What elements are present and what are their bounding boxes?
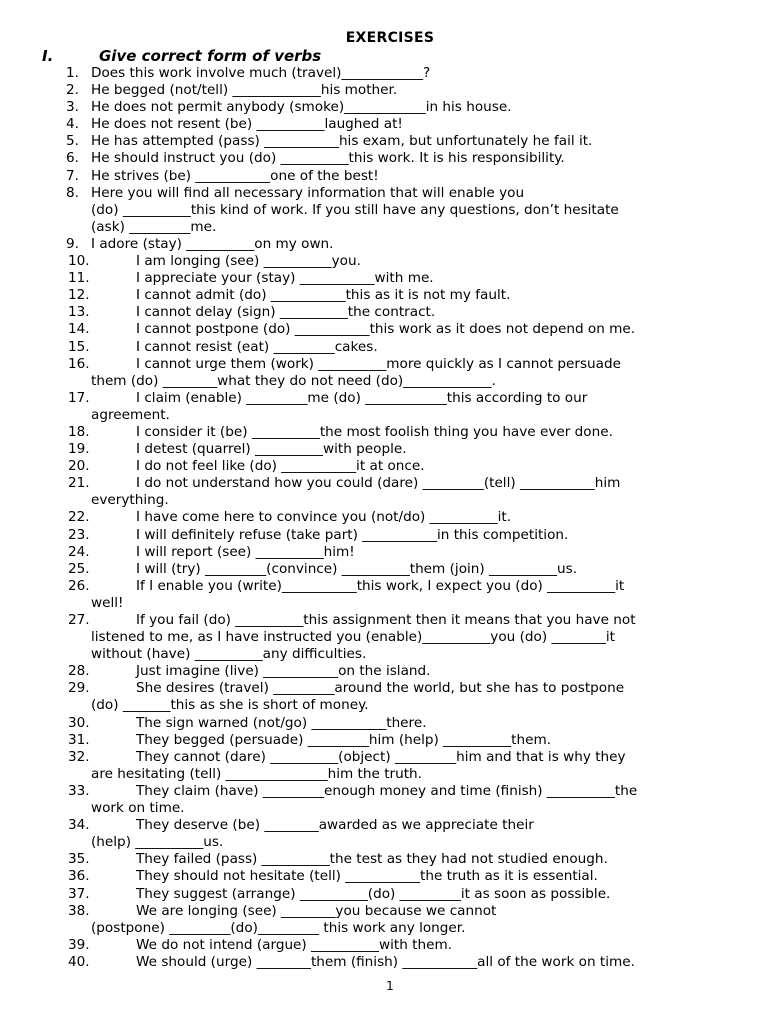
- exercise-text: Just imagine (live) ___________on the island.: [136, 663, 431, 680]
- exercise-text: We should (urge) ________them (finish) ___________all of the work on time.: [136, 953, 635, 970]
- section-number: I.: [42, 47, 54, 65]
- exercise-text-continued: listened to me, as I have instructed you (enable)__________you (do) ________it: [91, 629, 615, 646]
- exercise-text: We are longing (see) ________you because we cannot: [136, 902, 497, 919]
- exercise-text: They begged (persuade) _________him (help) __________them.: [136, 731, 552, 748]
- exercise-item: [0, 458, 637, 475]
- exercise-number: 31.: [68, 731, 90, 748]
- exercise-text: He strives (be) ___________one of the best!: [91, 167, 379, 184]
- exercise-item: [0, 287, 637, 304]
- exercise-number: 33.: [68, 782, 90, 799]
- exercise-item: [0, 441, 637, 458]
- exercise-item: [0, 783, 637, 817]
- exercise-number: 38.: [68, 902, 90, 919]
- exercise-item: [0, 390, 637, 424]
- exercise-item: [0, 65, 637, 82]
- exercise-number: 9.: [66, 235, 79, 252]
- exercise-text: They claim (have) _________enough money and time (finish) __________the: [136, 782, 638, 799]
- exercise-number: 32.: [68, 748, 90, 765]
- exercise-text-continued: (help) __________us.: [91, 834, 224, 851]
- exercise-number: 5.: [66, 133, 79, 150]
- exercise-item: [0, 732, 637, 749]
- exercise-text: If you fail (do) __________this assignment then it means that you have not: [136, 612, 636, 628]
- exercise-text: She desires (travel) _________around the world, but she has to postpone: [136, 680, 625, 697]
- exercise-text: They deserve (be) ________awarded as we appreciate their: [136, 817, 534, 834]
- exercise-number: 35.: [68, 851, 90, 868]
- exercise-list: [0, 65, 637, 971]
- exercise-text-continued: them (do) ________what they do not need (do)_____________.: [91, 372, 496, 389]
- page-number: 1: [386, 979, 394, 993]
- exercise-text: He does not resent (be) __________laughed at!: [91, 116, 403, 133]
- exercise-number: 24.: [68, 543, 90, 560]
- exercise-item: [0, 886, 637, 903]
- exercise-item: [0, 168, 637, 185]
- exercise-number: 12.: [68, 287, 90, 304]
- exercise-text: I will (try) _________(convince) __________them (join) __________us.: [136, 560, 578, 577]
- exercise-text: I adore (stay) __________on my own.: [91, 235, 334, 252]
- exercise-text: The sign warned (not/go) ___________there.: [136, 714, 427, 731]
- exercise-number: 19.: [68, 441, 90, 458]
- exercise-text-continued: (do) _______this as she is short of money.: [91, 697, 369, 714]
- exercise-number: 28.: [68, 663, 90, 680]
- exercise-number: 23.: [68, 526, 90, 543]
- exercise-item: [0, 185, 637, 236]
- exercise-number: 1.: [66, 65, 79, 81]
- exercise-number: 30.: [68, 714, 90, 731]
- exercise-text: I will report (see) __________him!: [136, 543, 355, 560]
- exercise-number: 25.: [68, 560, 90, 577]
- exercise-text: He does not permit anybody (smoke)____________in his house.: [91, 99, 512, 116]
- exercise-number: 36.: [68, 868, 90, 885]
- exercise-number: 37.: [68, 885, 90, 902]
- exercise-text: He begged (not/tell) _____________his mother.: [91, 82, 398, 99]
- exercise-item: [0, 356, 637, 390]
- exercise-item: [0, 578, 637, 612]
- exercise-item: [0, 236, 637, 253]
- exercise-item: [0, 868, 637, 885]
- exercise-text: I do not understand how you could (dare) _________(tell) ___________him: [136, 475, 621, 492]
- exercise-item: [0, 99, 637, 116]
- exercise-item: [0, 544, 637, 561]
- section-title: Give correct form of verbs: [99, 47, 322, 65]
- exercise-number: 18.: [68, 423, 90, 440]
- exercise-number: 39.: [68, 936, 90, 953]
- exercise-item: [0, 82, 637, 99]
- exercise-text-continued: everything.: [91, 492, 169, 509]
- exercise-text: I cannot postpone (do) ___________this work as it does not depend on me.: [136, 321, 636, 338]
- exercise-number: 16.: [68, 355, 90, 372]
- exercise-item: [0, 680, 637, 714]
- exercise-item: [0, 304, 637, 321]
- exercise-item: [0, 937, 637, 954]
- exercise-text-continued: (postpone) _________(do)_________ this work any longer.: [91, 919, 466, 936]
- exercise-number: 15.: [68, 338, 90, 355]
- exercise-item: [0, 270, 637, 287]
- exercise-text-continued: agreement.: [91, 406, 170, 423]
- exercise-text: I consider it (be) __________the most foolish thing you have ever done.: [136, 423, 613, 440]
- exercise-number: 22.: [68, 509, 90, 526]
- exercise-text: We do not intend (argue) __________with them.: [136, 936, 453, 953]
- exercise-text: I have come here to convince you (not/do) __________it.: [136, 509, 512, 526]
- exercise-item: [0, 150, 637, 167]
- exercise-item: [0, 509, 637, 526]
- exercise-item: [0, 954, 637, 971]
- exercise-text: If I enable you (write)___________this work, I expect you (do) __________it: [136, 577, 625, 594]
- exercise-text: I will definitely refuse (take part) ___________in this competition.: [136, 526, 569, 543]
- exercise-text: They cannot (dare) __________(object) _________him and that is why they: [136, 748, 626, 765]
- exercise-text: I am longing (see) __________you.: [136, 253, 361, 270]
- exercise-number: 40.: [68, 953, 90, 970]
- exercise-text: Does this work involve much (travel)____________?: [91, 65, 431, 81]
- exercise-number: 34.: [68, 817, 90, 834]
- exercise-number: 8.: [66, 184, 79, 201]
- exercise-text-continued: without (have) __________any difficulties.: [91, 646, 367, 663]
- exercise-text: He has attempted (pass) ___________his exam, but unfortunately he fail it.: [91, 133, 593, 150]
- exercise-text-continued: work on time.: [91, 800, 185, 817]
- page-title: EXERCISES: [345, 30, 435, 46]
- exercise-number: 6.: [66, 150, 79, 167]
- exercise-item: [0, 749, 637, 783]
- exercise-text-continued: well!: [91, 594, 124, 611]
- exercise-text: They suggest (arrange) __________(do) _________it as soon as possible.: [136, 885, 611, 902]
- exercise-number: 2.: [66, 82, 79, 99]
- exercise-item: [0, 133, 637, 150]
- exercise-number: 7.: [66, 167, 79, 184]
- exercise-text: I cannot admit (do) ___________this as it is not my fault.: [136, 287, 511, 304]
- exercise-number: 4.: [66, 116, 79, 133]
- exercise-text: I claim (enable) _________me (do) ____________this according to our: [136, 389, 588, 406]
- exercise-number: 14.: [68, 321, 90, 338]
- exercise-text-continued: are hesitating (tell) _______________him the truth.: [91, 765, 422, 782]
- exercise-text: He should instruct you (do) __________this work. It is his responsibility.: [91, 150, 565, 167]
- exercise-number: 27.: [68, 612, 90, 628]
- exercise-item: [0, 715, 637, 732]
- exercise-number: 17.: [68, 389, 90, 406]
- exercise-text: They should not hesitate (tell) ___________the truth as it is essential.: [136, 868, 598, 885]
- exercise-text: I cannot urge them (work) __________more quickly as I cannot persuade: [136, 355, 621, 372]
- exercise-text: I do not feel like (do) ___________it at once.: [136, 458, 425, 475]
- exercise-number: 3.: [66, 99, 79, 116]
- exercise-item: [0, 339, 637, 356]
- exercise-item: [0, 527, 637, 544]
- exercise-item: [0, 424, 637, 441]
- exercise-item: [0, 116, 637, 133]
- exercise-item: [0, 851, 637, 868]
- exercise-text: I cannot resist (eat) _________cakes.: [136, 338, 378, 355]
- exercise-number: 13.: [68, 304, 90, 321]
- exercise-text: I appreciate your (stay) ___________with me.: [136, 270, 434, 287]
- exercise-text-continued: (do) __________this kind of work. If you still have any questions, don’t hesitate: [91, 201, 619, 218]
- exercise-text: I detest (quarrel) __________with people.: [136, 441, 407, 458]
- exercise-text: Here you will find all necessary information that will enable you: [91, 184, 525, 201]
- exercise-number: 26.: [68, 577, 90, 594]
- exercise-text: They failed (pass) __________the test as they had not studied enough.: [136, 851, 608, 868]
- exercise-number: 20.: [68, 458, 90, 475]
- exercise-item: [0, 903, 637, 937]
- exercise-item: [0, 475, 637, 509]
- exercise-item: [0, 612, 637, 663]
- exercise-number: 21.: [68, 475, 90, 492]
- exercise-item: [0, 321, 637, 338]
- exercise-number: 11.: [68, 270, 90, 287]
- exercise-item: [0, 561, 637, 578]
- exercise-number: 10.: [68, 253, 90, 270]
- exercise-item: [0, 817, 637, 851]
- exercise-item: [0, 663, 637, 680]
- exercise-text: I cannot delay (sign) __________the contract.: [136, 304, 436, 321]
- exercise-item: [0, 253, 637, 270]
- exercise-number: 29.: [68, 680, 90, 697]
- exercise-text-continued: (ask) _________me.: [91, 218, 217, 235]
